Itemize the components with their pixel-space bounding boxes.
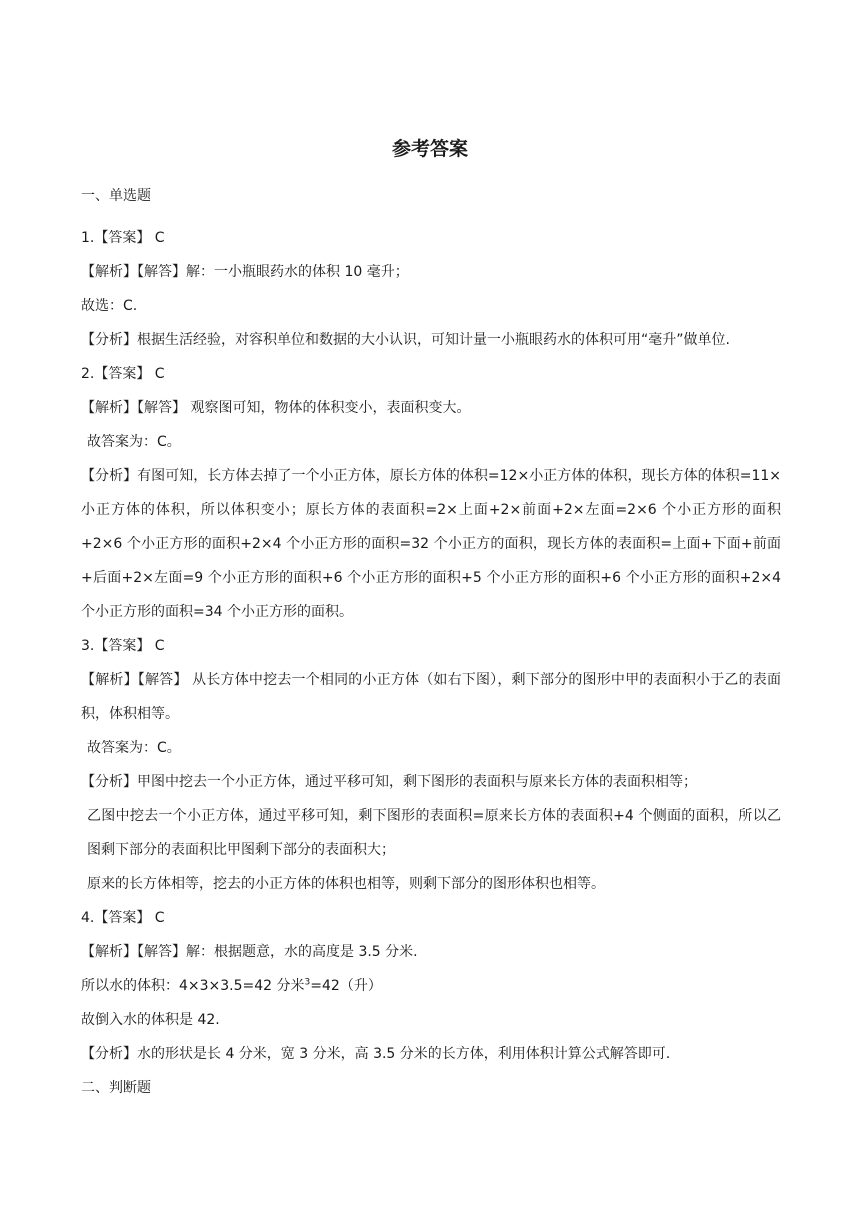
q3-reason-1: 【分析】甲图中挖去一个小正方体，通过平移可知，剩下图形的表面积与原来长方体的表面积相等； <box>81 774 697 790</box>
q1-conclusion: 故选：C. <box>81 298 138 314</box>
q3-conclusion: 故答案为：C。 <box>87 740 181 756</box>
q2-answer: 2.【答案】 C <box>81 366 165 382</box>
q4-calculation <box>81 975 781 997</box>
q1-analysis: 【解析】【解答】解：一小瓶眼药水的体积 10 毫升； <box>81 264 409 280</box>
document-body <box>81 185 781 1111</box>
section-heading-true-false: 二、判断题 <box>81 1080 151 1096</box>
q4-conclusion: 故倒入水的体积是 42. <box>81 1012 220 1028</box>
q2-analysis: 【解析】【解答】 观察图可知，物体的体积变小，表面积变大。 <box>81 400 471 416</box>
q4-answer: 4.【答案】 C <box>81 910 165 926</box>
q1-answer: 1.【答案】 C <box>81 230 165 246</box>
q3-reason-2: 乙图中挖去一个小正方体，通过平移可知，剩下图形的表面积=原来长方体的表面积+4 个侧面的面积，所以乙图剩下部分的表面积比甲图剩下部分的表面积大； <box>87 808 781 858</box>
q2-reason: 【分析】有图可知，长方体去掉了一个小正方体，原长方体的体积=12×小正方体的体积，现长方体的体积=11×小正方体的体积，所以体积变小；原长方体的表面积=2×上面+2×前面+2×左面=2×6 个小正方形的面积+2×6 个小正方形的面积+2×4 个小正方形的面积=32 个小正方的面积，现长方体的表面积=上面+下面+前面+后面+2×左面=9 个小正方形的面积+6 个小正方形的面积+5 个小正方形的面积+6 个小正方形的面积+2×4 个小正方形的面积=34 个小正方形的面积。 <box>81 468 781 620</box>
section-heading-single-choice: 一、单选题 <box>81 188 151 204</box>
q3-reason-3: 原来的长方体相等，挖去的小正方体的体积也相等，则剩下部分的图形体积也相等。 <box>87 876 605 892</box>
q4-analysis: 【解析】【解答】解：根据题意，水的高度是 3.5 分米. <box>81 944 418 960</box>
page-title: 参考答案 <box>391 138 468 160</box>
q3-answer: 3.【答案】 C <box>81 638 165 654</box>
q3-analysis: 【解析】【解答】 从长方体中挖去一个相同的小正方体（如右下图），剩下部分的图形中甲的表面积小于乙的表面积，体积相等。 <box>81 672 781 722</box>
q4-calc-exponent: 3 <box>304 977 311 988</box>
q4-calc-prefix: 所以水的体积：4×3×3.5=42 分米 <box>81 978 305 994</box>
q1-reason: 【分析】根据生活经验，对容积单位和数据的大小认识，可知计量一小瓶眼药水的体积可用“毫升”做单位. <box>81 332 730 348</box>
q4-calc-suffix: =42（升） <box>310 978 382 994</box>
q2-conclusion: 故答案为：C。 <box>87 434 181 450</box>
q4-reason: 【分析】水的形状是长 4 分米，宽 3 分米，高 3.5 分米的长方体，利用体积计算公式解答即可. <box>81 1046 671 1062</box>
